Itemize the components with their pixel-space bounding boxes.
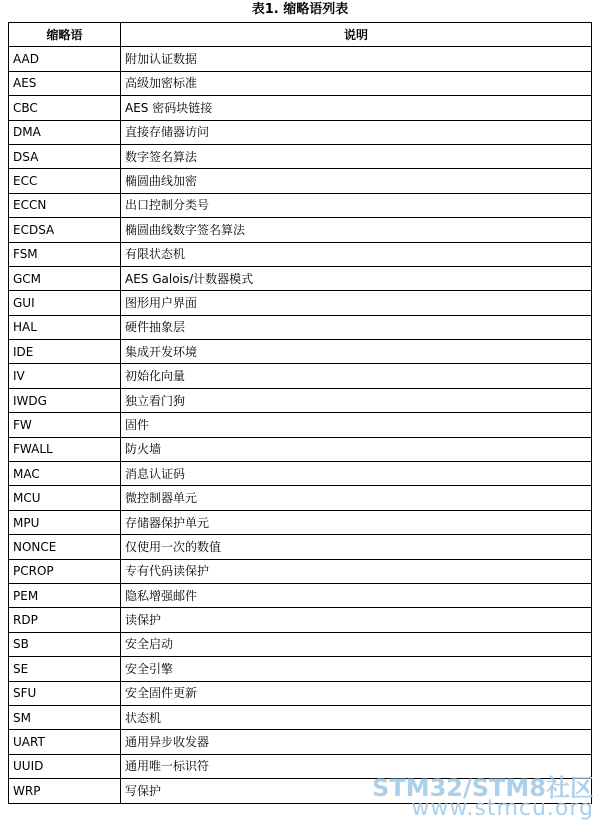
- table-row: [9, 193, 592, 217]
- cell-abbreviation: DMA: [9, 120, 121, 144]
- cell-abbreviation: DSA: [9, 144, 121, 168]
- cell-abbreviation: MCU: [9, 486, 121, 510]
- cell-abbreviation: ECCN: [9, 193, 121, 217]
- table-row: [9, 486, 592, 510]
- cell-description: 安全引擎: [121, 657, 592, 681]
- table-row: [9, 657, 592, 681]
- cell-description: 隐私增强邮件: [121, 583, 592, 607]
- table-row: [9, 266, 592, 290]
- cell-description: 安全固件更新: [121, 681, 592, 705]
- cell-abbreviation: AES: [9, 71, 121, 95]
- cell-abbreviation: ECDSA: [9, 218, 121, 242]
- table-row: [9, 388, 592, 412]
- table-row: [9, 583, 592, 607]
- cell-description: 固件: [121, 413, 592, 437]
- cell-description: 读保护: [121, 608, 592, 632]
- table-row: [9, 730, 592, 754]
- cell-description: 消息认证码: [121, 462, 592, 486]
- cell-description: 直接存储器访问: [121, 120, 592, 144]
- table-row: [9, 144, 592, 168]
- cell-abbreviation: NONCE: [9, 535, 121, 559]
- table-row: [9, 315, 592, 339]
- table-row: [9, 705, 592, 729]
- cell-description: 微控制器单元: [121, 486, 592, 510]
- header-description: 说明: [121, 23, 592, 47]
- abbreviation-table: [8, 22, 592, 804]
- cell-abbreviation: SE: [9, 657, 121, 681]
- cell-abbreviation: HAL: [9, 315, 121, 339]
- table-row: [9, 364, 592, 388]
- cell-description: 椭圆曲线数字签名算法: [121, 218, 592, 242]
- table-row: [9, 120, 592, 144]
- table-row: [9, 559, 592, 583]
- cell-description: 初始化向量: [121, 364, 592, 388]
- cell-description: 专有代码读保护: [121, 559, 592, 583]
- cell-abbreviation: AAD: [9, 47, 121, 71]
- watermark-title: STM32/STM8社区: [372, 774, 594, 802]
- table-body: [9, 47, 592, 803]
- cell-abbreviation: FSM: [9, 242, 121, 266]
- table-row: [9, 47, 592, 71]
- cell-description: 图形用户界面: [121, 291, 592, 315]
- watermark-url: www.stmcu.org: [411, 796, 594, 821]
- table-row: [9, 510, 592, 534]
- cell-abbreviation: ECC: [9, 169, 121, 193]
- cell-description: AES 密码块链接: [121, 96, 592, 120]
- cell-description: 集成开发环境: [121, 340, 592, 364]
- cell-description: 高级加密标准: [121, 71, 592, 95]
- cell-description: 出口控制分类号: [121, 193, 592, 217]
- table-row: [9, 96, 592, 120]
- cell-description: 安全启动: [121, 632, 592, 656]
- cell-abbreviation: FWALL: [9, 437, 121, 461]
- table-row: [9, 681, 592, 705]
- table-row: [9, 71, 592, 95]
- cell-abbreviation: MPU: [9, 510, 121, 534]
- cell-description: AES Galois/计数器模式: [121, 266, 592, 290]
- cell-abbreviation: CBC: [9, 96, 121, 120]
- cell-description: 防火墙: [121, 437, 592, 461]
- cell-abbreviation: IV: [9, 364, 121, 388]
- cell-description: 附加认证数据: [121, 47, 592, 71]
- cell-description: 通用异步收发器: [121, 730, 592, 754]
- table-row: [9, 218, 592, 242]
- cell-abbreviation: SM: [9, 705, 121, 729]
- cell-description: 仅使用一次的数值: [121, 535, 592, 559]
- cell-abbreviation: GUI: [9, 291, 121, 315]
- cell-description: 独立看门狗: [121, 388, 592, 412]
- header-abbreviation: 缩略语: [9, 23, 121, 47]
- table-row: [9, 632, 592, 656]
- table-row: [9, 462, 592, 486]
- cell-description: 有限状态机: [121, 242, 592, 266]
- table-row: [9, 535, 592, 559]
- table-row: [9, 169, 592, 193]
- watermark-logo: [372, 776, 594, 820]
- cell-abbreviation: IWDG: [9, 388, 121, 412]
- cell-description: 存储器保护单元: [121, 510, 592, 534]
- cell-description: 状态机: [121, 705, 592, 729]
- table-row: [9, 608, 592, 632]
- cell-abbreviation: UART: [9, 730, 121, 754]
- table-row: [9, 291, 592, 315]
- cell-description: 通用唯一标识符: [121, 754, 592, 778]
- cell-abbreviation: RDP: [9, 608, 121, 632]
- table-row: [9, 340, 592, 364]
- table-caption: 表1. 缩略语列表: [251, 2, 349, 17]
- cell-abbreviation: PCROP: [9, 559, 121, 583]
- cell-abbreviation: PEM: [9, 583, 121, 607]
- cell-abbreviation: FW: [9, 413, 121, 437]
- table-header-row: [9, 23, 592, 47]
- table-row: [9, 242, 592, 266]
- cell-description: 写保护: [121, 779, 592, 803]
- table-row: [9, 437, 592, 461]
- table-row: [9, 413, 592, 437]
- cell-abbreviation: IDE: [9, 340, 121, 364]
- cell-description: 硬件抽象层: [121, 315, 592, 339]
- cell-abbreviation: WRP: [9, 779, 121, 803]
- cell-abbreviation: SB: [9, 632, 121, 656]
- cell-abbreviation: MAC: [9, 462, 121, 486]
- cell-description: 数字签名算法: [121, 144, 592, 168]
- cell-abbreviation: SFU: [9, 681, 121, 705]
- cell-description: 椭圆曲线加密: [121, 169, 592, 193]
- cell-abbreviation: UUID: [9, 754, 121, 778]
- cell-abbreviation: GCM: [9, 266, 121, 290]
